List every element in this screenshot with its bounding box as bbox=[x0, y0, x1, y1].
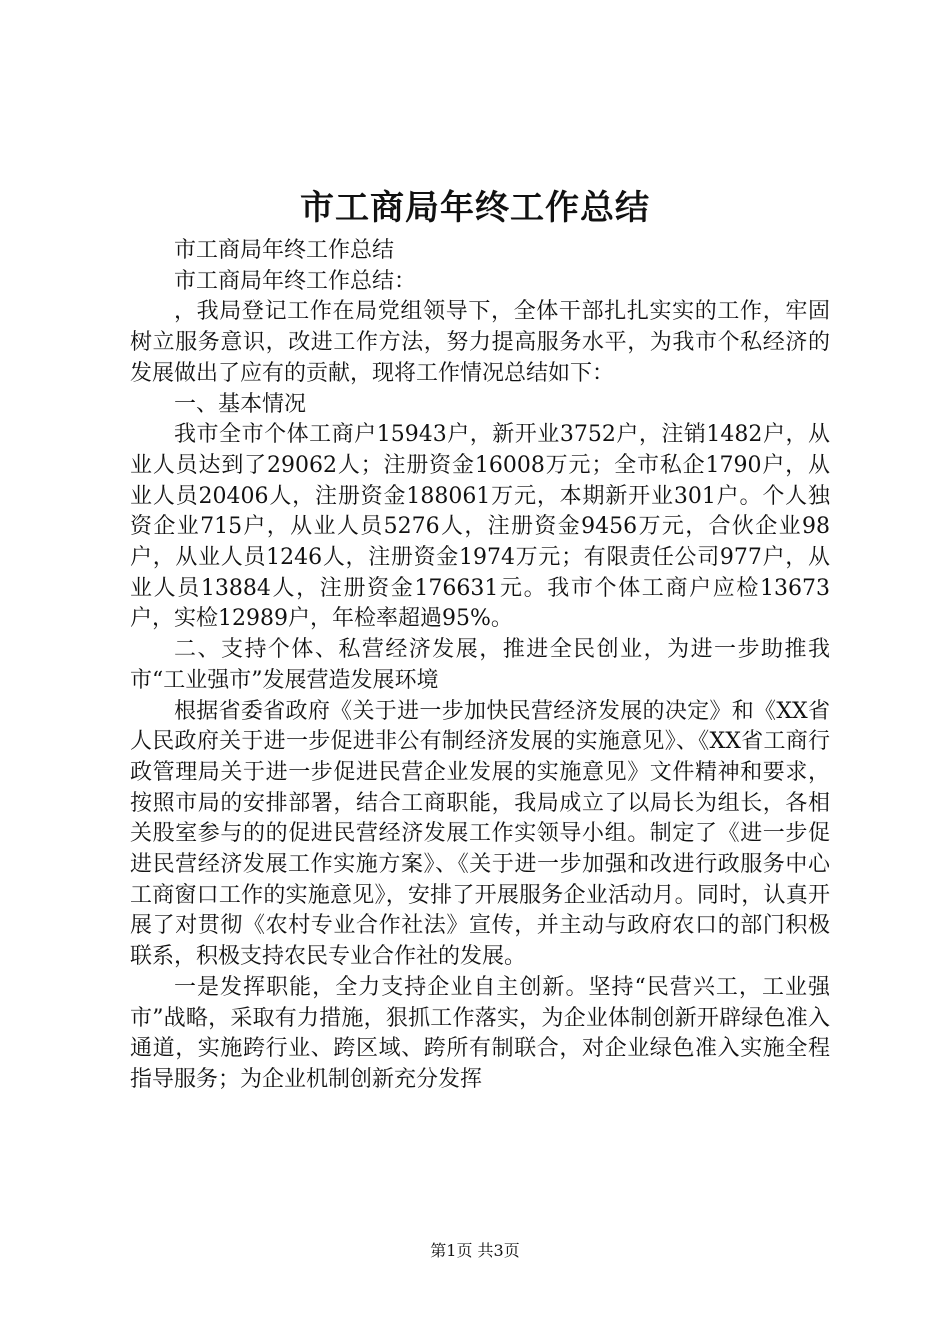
paragraph: 根据省委省政府《关于进一步加快民营经济发展的决定》和《XX省人民政府关于进一步促进非公有制经济发展的实施意见》、《XX省工商行政管理局关于进一步促进民营企业发展的实施意见》文件精神和要求，按照市局的安排部署，结合工商职能，我局成立了以局长为组长，各相关股室参与的的促进民营经济发展工作实领导小组。制定了《进一步促进民营经济发展工作实施方案》、《关于进一步加强和改进行政服务中心工商窗口工作的实施意见》，安排了开展服务企业活动月。同时，认真开展了对贯彻《农村专业合作社法》宣传，并主动与政府农口的部门积极联系，积极支持农民专业合作社的发展。 bbox=[130, 698, 830, 970]
section-heading: 二、支持个体、私营经济发展，推进全民创业，为进一步助推我市“工业强市”发展营造发展环境 bbox=[130, 637, 830, 693]
paragraph: 市工商局年终工作总结 bbox=[174, 238, 395, 263]
document-title: 市工商局年终工作总结 bbox=[300, 188, 650, 228]
paragraph: ，我局登记工作在局党组领导下，全体干部扎扎实实的工作，牢固树立服务意识，改进工作方法，努力提高服务水平，为我市个私经济的发展做出了应有的贡献，现将工作情况总结如下： bbox=[130, 299, 830, 386]
page-footer: 第1页 共3页 bbox=[430, 1241, 520, 1260]
section-heading: 一、基本情况 bbox=[174, 391, 307, 417]
paragraph: 我市全市个体工商户15943户，新开业3752户，注销1482户，从业人员达到了29062人；注册资金16008万元；全市私企1790户，从业人员20406人，注册资金188061万元，本期新开业301户。个人独资企业715户，从业人员5276人，注册资金9456万元，合伙企业98户，从业人员1246人，注册资金1974万元；有限责任公司977户，从业人员13884人，注册资金176631元。我市个体工商户应检13673户，实检12989户，年检率超過95%。 bbox=[130, 422, 830, 632]
document-body bbox=[130, 236, 830, 1096]
paragraph: 一是发挥职能，全力支持企业自主创新。坚持“民营兴工，工业强市”战略，采取有力措施，狠抓工作落实，为企业体制创新开辟绿色准入通道，实施跨行业、跨区域、跨所有制联合，对企业绿色准入实施全程指导服务；为企业机制创新充分发挥 bbox=[130, 974, 830, 1092]
paragraph: 市工商局年终工作总结： bbox=[174, 268, 417, 294]
